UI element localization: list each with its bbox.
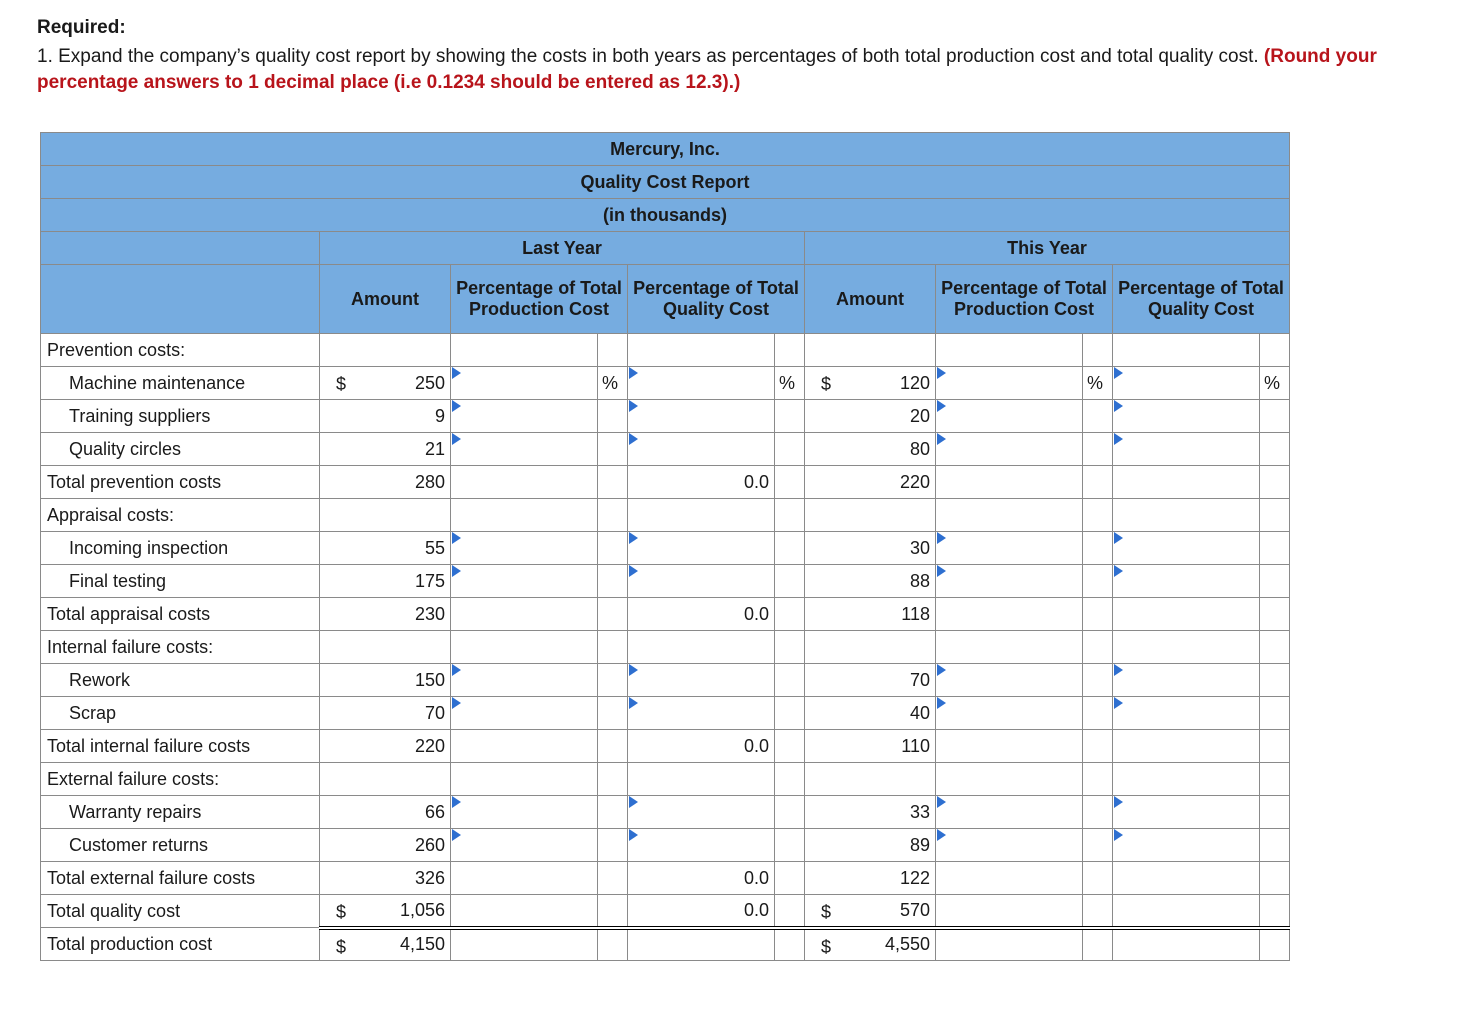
ly-pct-production-input[interactable]	[451, 565, 598, 598]
empty-cell	[1260, 499, 1290, 532]
table-row	[41, 862, 1290, 895]
ty-amount-cell	[805, 895, 936, 928]
ty-amount-cell	[805, 532, 936, 565]
amount-value: 33	[909, 801, 930, 822]
percent-sign-cell	[775, 664, 805, 697]
ly-amount-cell	[320, 796, 451, 829]
percent-sign: %	[779, 372, 796, 393]
ly-amount-cell	[320, 928, 451, 961]
percent-value: 0.0	[743, 867, 769, 888]
empty-cell	[775, 631, 805, 664]
row-label: Appraisal costs:	[41, 499, 320, 532]
percent-sign-cell	[598, 895, 628, 928]
ly-amount-cell	[320, 697, 451, 730]
percent-sign-cell	[775, 796, 805, 829]
percent-sign-cell	[775, 862, 805, 895]
empty-cell	[628, 763, 775, 796]
amount-value: 4,550	[884, 934, 930, 955]
required-heading: Required:	[37, 17, 126, 38]
percent-value: 0.0	[743, 471, 769, 492]
ly-pct-quality-input	[628, 928, 775, 961]
percent-sign-cell	[775, 895, 805, 928]
ly-pct-production-input	[451, 466, 598, 499]
percent-sign-cell	[775, 433, 805, 466]
section-row	[41, 763, 1290, 796]
ty-pct-quality-input	[1113, 862, 1260, 895]
percent-sign: %	[1264, 372, 1281, 393]
empty-cell	[1113, 334, 1260, 367]
ly-pct-quality-input[interactable]	[628, 532, 775, 565]
amount-value: 220	[414, 735, 445, 756]
ly-amount-cell	[320, 829, 451, 862]
ty-pct-production-input	[936, 895, 1083, 928]
ty-pct-production-header: Percentage of Total Production Cost	[936, 265, 1113, 334]
ly-pct-quality-input[interactable]	[628, 433, 775, 466]
amount-value: 55	[424, 537, 445, 558]
ty-pct-quality-input	[1113, 928, 1260, 961]
percent-sign: %	[1087, 372, 1104, 393]
percent-sign-cell	[598, 730, 628, 763]
empty-cell	[320, 631, 451, 664]
amount-value: 175	[414, 570, 445, 591]
empty-cell	[320, 334, 451, 367]
amount-value: 110	[901, 735, 930, 756]
ly-amount-cell	[320, 400, 451, 433]
ty-pct-quality-input[interactable]	[1113, 565, 1260, 598]
currency-sign: $	[336, 936, 347, 957]
empty-cell	[1083, 763, 1113, 796]
percent-sign-cell	[1260, 565, 1290, 598]
ly-pct-production-input[interactable]	[451, 697, 598, 730]
percent-sign-cell	[1083, 598, 1113, 631]
ty-pct-production-input	[936, 466, 1083, 499]
ty-pct-quality-input[interactable]	[1113, 532, 1260, 565]
empty-cell	[1083, 631, 1113, 664]
section-row	[41, 499, 1290, 532]
percent-sign-cell	[598, 466, 628, 499]
empty-cell	[1083, 499, 1113, 532]
table-row	[41, 433, 1290, 466]
report-title: Quality Cost Report	[41, 166, 1290, 199]
ty-pct-quality-input[interactable]	[1113, 697, 1260, 730]
table-row	[41, 466, 1290, 499]
percent-sign-cell	[1260, 895, 1290, 928]
instructions	[37, 16, 1447, 96]
ty-pct-production-input[interactable]	[936, 697, 1083, 730]
ly-pct-quality-input[interactable]	[628, 400, 775, 433]
ty-pct-quality-input[interactable]	[1113, 664, 1260, 697]
percent-sign-cell	[1083, 433, 1113, 466]
ly-pct-production-input	[451, 730, 598, 763]
row-label: Final testing	[41, 565, 320, 598]
amount-value: 40	[909, 702, 930, 723]
last-year-header: Last Year	[320, 232, 805, 265]
empty-cell	[598, 763, 628, 796]
percent-sign-cell	[598, 862, 628, 895]
percent-sign-cell	[1260, 697, 1290, 730]
instruction-text	[37, 44, 1447, 96]
ty-amount-cell	[805, 367, 936, 400]
ly-amount-cell	[320, 565, 451, 598]
ty-amount-header: Amount	[805, 265, 936, 334]
ly-pct-production-input[interactable]	[451, 367, 598, 400]
row-label: Total production cost	[41, 928, 320, 961]
percent-sign-cell	[775, 598, 805, 631]
empty-cell	[320, 763, 451, 796]
ly-pct-quality-header: Percentage of Total Quality Cost	[628, 265, 805, 334]
empty-cell	[805, 763, 936, 796]
empty-cell	[598, 631, 628, 664]
empty-cell	[320, 499, 451, 532]
empty-cell	[936, 334, 1083, 367]
row-label: Training suppliers	[41, 400, 320, 433]
percent-sign-cell	[1260, 466, 1290, 499]
row-label: Prevention costs:	[41, 334, 320, 367]
table-row	[41, 532, 1290, 565]
empty-cell	[1113, 499, 1260, 532]
percent-sign-cell	[1083, 565, 1113, 598]
amount-value: 570	[899, 899, 930, 920]
ly-pct-quality-input[interactable]	[628, 565, 775, 598]
percent-sign-cell	[598, 829, 628, 862]
percent-sign-cell	[1260, 928, 1290, 961]
percent-sign-cell	[1260, 796, 1290, 829]
percent-sign-cell	[1083, 829, 1113, 862]
ly-pct-production-input[interactable]	[451, 433, 598, 466]
empty-cell	[451, 631, 598, 664]
table-row	[41, 367, 1290, 400]
empty-cell	[936, 763, 1083, 796]
empty-cell	[775, 763, 805, 796]
percent-sign-cell	[775, 697, 805, 730]
empty-cell	[1260, 763, 1290, 796]
ly-pct-production-input	[451, 928, 598, 961]
amount-value: 21	[424, 438, 445, 459]
percent-sign-cell	[598, 532, 628, 565]
percent-sign-cell	[1260, 730, 1290, 763]
row-label: Total external failure costs	[41, 862, 320, 895]
ly-amount-header: Amount	[320, 265, 451, 334]
amount-value: 88	[909, 570, 930, 591]
percent-sign-cell	[1083, 730, 1113, 763]
amount-value: 30	[909, 537, 930, 558]
currency-sign: $	[336, 374, 347, 394]
percent-sign-cell	[775, 466, 805, 499]
ty-amount-cell	[805, 829, 936, 862]
ty-amount-cell	[805, 796, 936, 829]
ty-amount-cell	[805, 928, 936, 961]
percent-sign-cell	[598, 400, 628, 433]
percent-sign-cell	[1260, 862, 1290, 895]
amount-value: 80	[909, 438, 930, 459]
table-row	[41, 697, 1290, 730]
ty-amount-cell	[805, 598, 936, 631]
table-row	[41, 895, 1290, 928]
empty-cell	[936, 499, 1083, 532]
amount-value: 66	[424, 801, 445, 822]
ly-amount-cell	[320, 862, 451, 895]
empty-cell	[628, 499, 775, 532]
ty-pct-production-input	[936, 598, 1083, 631]
empty-cell	[1260, 631, 1290, 664]
amount-value: 70	[909, 669, 930, 690]
percent-sign-cell	[598, 565, 628, 598]
amount-value: 250	[414, 372, 445, 393]
ty-pct-production-input[interactable]	[936, 433, 1083, 466]
percent-sign-cell	[1260, 829, 1290, 862]
percent-sign-cell	[598, 664, 628, 697]
currency-sign: $	[821, 936, 832, 957]
table-row	[41, 400, 1290, 433]
percent-sign-cell	[775, 829, 805, 862]
instruction-body: 1. Expand the company’s quality cost report by showing the costs in both years as percentages of both total production cost and total quality cost.	[37, 46, 1259, 67]
percent-sign-cell	[1083, 400, 1113, 433]
empty-cell	[598, 334, 628, 367]
row-label: Incoming inspection	[41, 532, 320, 565]
percent-sign-cell	[1083, 697, 1113, 730]
percent-sign-cell	[1083, 367, 1113, 400]
table-row	[41, 730, 1290, 763]
ly-pct-quality-input	[628, 598, 775, 631]
empty-cell	[451, 334, 598, 367]
row-label: Rework	[41, 664, 320, 697]
ly-amount-cell	[320, 730, 451, 763]
ly-pct-production-header: Percentage of Total Production Cost	[451, 265, 628, 334]
percent-sign-cell	[1083, 532, 1113, 565]
currency-sign: $	[821, 902, 832, 922]
row-label: Warranty repairs	[41, 796, 320, 829]
this-year-header: This Year	[805, 232, 1290, 265]
table-row	[41, 565, 1290, 598]
ty-pct-production-input	[936, 928, 1083, 961]
row-label: Scrap	[41, 697, 320, 730]
row-label: Total appraisal costs	[41, 598, 320, 631]
ty-amount-cell	[805, 697, 936, 730]
percent-sign-cell	[1083, 796, 1113, 829]
amount-value: 118	[901, 603, 930, 624]
ty-amount-cell	[805, 400, 936, 433]
percent-value: 0.0	[743, 899, 769, 920]
empty-cell	[936, 631, 1083, 664]
ly-amount-cell	[320, 433, 451, 466]
header-blank	[41, 232, 320, 265]
percent-sign-cell	[1260, 598, 1290, 631]
percent-sign-cell	[1260, 664, 1290, 697]
ly-pct-production-input	[451, 862, 598, 895]
row-label: Customer returns	[41, 829, 320, 862]
empty-cell	[805, 499, 936, 532]
ty-pct-quality-input[interactable]	[1113, 796, 1260, 829]
ty-amount-cell	[805, 565, 936, 598]
empty-cell	[775, 334, 805, 367]
ty-pct-production-input[interactable]	[936, 796, 1083, 829]
ly-pct-quality-input[interactable]	[628, 796, 775, 829]
ly-pct-production-input[interactable]	[451, 796, 598, 829]
ly-pct-quality-input	[628, 862, 775, 895]
row-label: Quality circles	[41, 433, 320, 466]
ly-pct-production-input[interactable]	[451, 400, 598, 433]
ty-pct-quality-input[interactable]	[1113, 829, 1260, 862]
ty-pct-quality-input[interactable]	[1113, 433, 1260, 466]
percent-sign-cell	[1083, 664, 1113, 697]
row-label: Total prevention costs	[41, 466, 320, 499]
rounding-hint: (Round your percentage answers to 1 decimal place (i.e 0.1234 should be entered as 12.3).)	[37, 46, 1377, 93]
amount-value: 150	[414, 669, 445, 690]
empty-cell	[1083, 334, 1113, 367]
ty-pct-quality-input	[1113, 598, 1260, 631]
amount-value: 260	[414, 834, 445, 855]
ty-amount-cell	[805, 664, 936, 697]
ty-pct-quality-input	[1113, 466, 1260, 499]
ly-pct-production-input[interactable]	[451, 532, 598, 565]
ly-pct-quality-input	[628, 730, 775, 763]
ty-pct-production-input[interactable]	[936, 532, 1083, 565]
ty-pct-production-input[interactable]	[936, 829, 1083, 862]
percent-sign-cell	[775, 928, 805, 961]
ty-pct-quality-input	[1113, 730, 1260, 763]
amount-value: 89	[909, 834, 930, 855]
ty-pct-quality-header: Percentage of Total Quality Cost	[1113, 265, 1290, 334]
empty-cell	[628, 334, 775, 367]
table-row	[41, 829, 1290, 862]
percent-sign-cell	[1260, 367, 1290, 400]
ly-amount-cell	[320, 664, 451, 697]
percent-value: 0.0	[743, 735, 769, 756]
ty-pct-production-input[interactable]	[936, 367, 1083, 400]
ly-pct-quality-input[interactable]	[628, 829, 775, 862]
empty-cell	[805, 631, 936, 664]
ty-pct-production-input	[936, 862, 1083, 895]
ly-pct-quality-input[interactable]	[628, 664, 775, 697]
percent-sign-cell	[1260, 433, 1290, 466]
ly-pct-quality-input[interactable]	[628, 367, 775, 400]
ty-amount-cell	[805, 862, 936, 895]
empty-cell	[451, 499, 598, 532]
section-row	[41, 334, 1290, 367]
ly-amount-cell	[320, 466, 451, 499]
ly-pct-production-input	[451, 895, 598, 928]
table-row	[41, 598, 1290, 631]
amount-value: 230	[414, 603, 445, 624]
section-row	[41, 631, 1290, 664]
amount-value: 326	[414, 867, 445, 888]
ty-pct-production-input[interactable]	[936, 664, 1083, 697]
report-units: (in thousands)	[41, 199, 1290, 232]
amount-value: 4,150	[399, 934, 445, 955]
amount-value: 1,056	[399, 899, 445, 920]
ly-pct-quality-input[interactable]	[628, 697, 775, 730]
currency-sign: $	[821, 374, 832, 394]
percent-sign: %	[602, 372, 619, 393]
header-blank	[41, 265, 320, 334]
amount-value: 280	[414, 471, 445, 492]
table-row	[41, 928, 1290, 961]
ty-amount-cell	[805, 466, 936, 499]
ly-amount-cell	[320, 895, 451, 928]
empty-cell	[628, 631, 775, 664]
amount-value: 220	[899, 471, 930, 492]
percent-sign-cell	[775, 565, 805, 598]
percent-sign-cell	[1260, 400, 1290, 433]
ty-pct-quality-input	[1113, 895, 1260, 928]
ly-pct-production-input[interactable]	[451, 829, 598, 862]
ty-pct-production-input[interactable]	[936, 565, 1083, 598]
ty-amount-cell	[805, 433, 936, 466]
ly-amount-cell	[320, 598, 451, 631]
ty-pct-quality-input[interactable]	[1113, 400, 1260, 433]
percent-sign-cell	[598, 697, 628, 730]
percent-sign-cell	[1083, 895, 1113, 928]
ty-pct-production-input[interactable]	[936, 400, 1083, 433]
ly-pct-quality-input	[628, 466, 775, 499]
ty-pct-production-input	[936, 730, 1083, 763]
amount-value: 122	[899, 867, 930, 888]
ty-pct-quality-input[interactable]	[1113, 367, 1260, 400]
percent-sign-cell	[1083, 928, 1113, 961]
empty-cell	[1260, 334, 1290, 367]
table-row	[41, 796, 1290, 829]
ly-pct-quality-input	[628, 895, 775, 928]
percent-sign-cell	[775, 400, 805, 433]
percent-sign-cell	[598, 796, 628, 829]
empty-cell	[1113, 631, 1260, 664]
percent-sign-cell	[775, 730, 805, 763]
ty-amount-cell	[805, 730, 936, 763]
row-label: Machine maintenance	[41, 367, 320, 400]
row-label: External failure costs:	[41, 763, 320, 796]
empty-cell	[451, 763, 598, 796]
currency-sign: $	[336, 902, 347, 922]
percent-sign-cell	[1083, 466, 1113, 499]
percent-sign-cell	[1260, 532, 1290, 565]
percent-value: 0.0	[743, 603, 769, 624]
ly-pct-production-input	[451, 598, 598, 631]
empty-cell	[1113, 763, 1260, 796]
percent-sign-cell	[598, 928, 628, 961]
percent-sign-cell	[775, 532, 805, 565]
company-name: Mercury, Inc.	[41, 133, 1290, 166]
empty-cell	[598, 499, 628, 532]
row-label: Internal failure costs:	[41, 631, 320, 664]
row-label: Total quality cost	[41, 895, 320, 928]
percent-sign-cell	[598, 367, 628, 400]
percent-sign-cell	[598, 433, 628, 466]
amount-value: 20	[909, 405, 930, 426]
quality-cost-report-table	[40, 132, 1290, 961]
amount-value: 120	[899, 372, 930, 393]
empty-cell	[805, 334, 936, 367]
ly-pct-production-input[interactable]	[451, 664, 598, 697]
percent-sign-cell	[598, 598, 628, 631]
percent-sign-cell	[1083, 862, 1113, 895]
ly-amount-cell	[320, 532, 451, 565]
table-row	[41, 664, 1290, 697]
percent-sign-cell	[775, 367, 805, 400]
amount-value: 70	[424, 702, 445, 723]
amount-value: 9	[434, 405, 445, 426]
empty-cell	[775, 499, 805, 532]
row-label: Total internal failure costs	[41, 730, 320, 763]
ly-amount-cell	[320, 367, 451, 400]
